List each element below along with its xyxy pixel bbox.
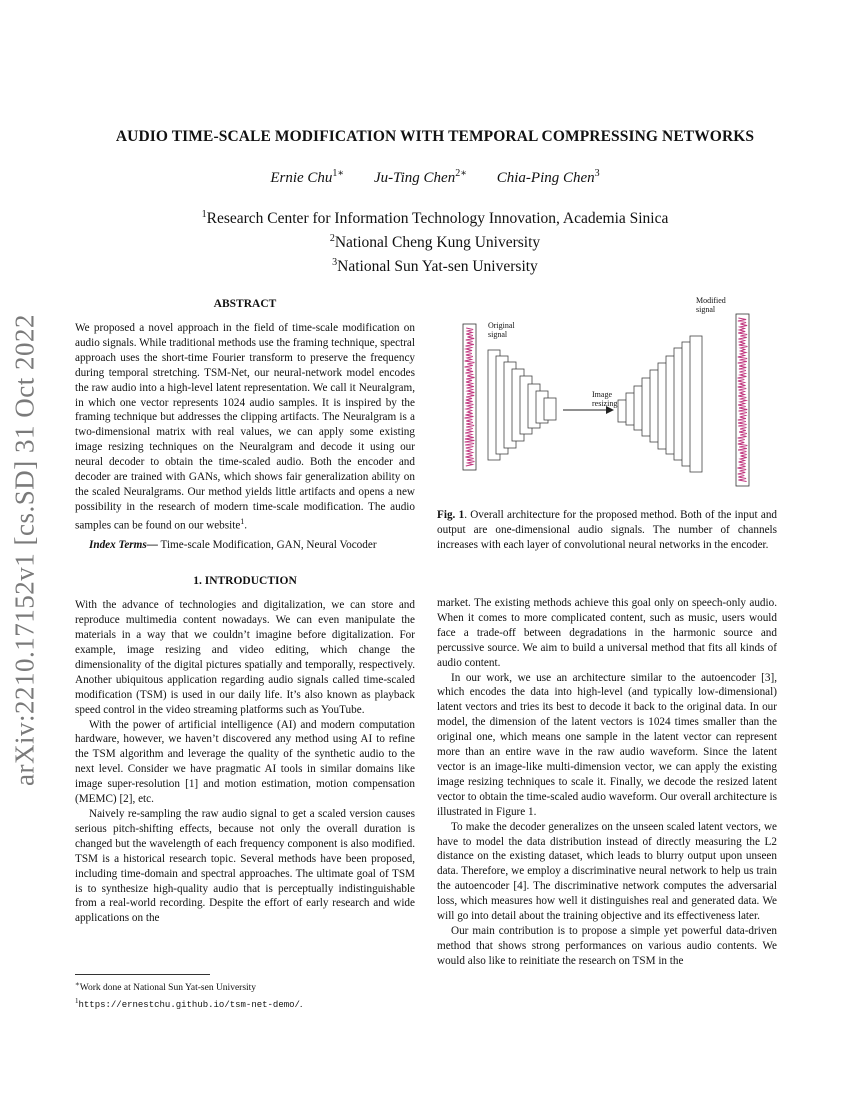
label-resizing-1: Image	[592, 390, 612, 399]
intro-paragraph-4: market. The existing methods achieve this goal only on speech-only audio. When it comes to more complicated content, such as music, users would face a trade-off between degradations in the harmonic source and percussive source. We aim to build a universal method that fits all kinds of audio content.	[437, 597, 777, 669]
footnotes	[75, 974, 415, 1012]
affiliation-2: $^2$National Cheng Kung University	[329, 233, 541, 252]
footnote-2: $^1$https://ernestchu.github.io/tsm-net-demo/.	[75, 997, 303, 1011]
index-terms: Index Terms— Time-scale Modification, GAN, Neural Vocoder	[89, 539, 377, 552]
arxiv-identifier: arXiv:2210.17152v1 [cs.SD] 31 Oct 2022	[9, 314, 40, 786]
author-1: Ernie Chu$^{1∗}$	[270, 168, 345, 186]
architecture-figure	[440, 290, 780, 490]
label-resizing-2: resizing	[592, 399, 618, 408]
encoder-layer-last	[544, 398, 556, 420]
label-modified-1: Modified	[696, 296, 726, 305]
website-link[interactable]: https://ernestchu.github.io/tsm-net-demo/	[78, 1000, 300, 1011]
label-original-2: signal	[488, 330, 508, 339]
affiliation-1: $^1$Research Center for Information Technology Innovation, Academia Sinica	[201, 209, 669, 228]
intro-paragraph-2: With the power of artificial intelligence (AI) and modern computation hardware, however, we haven’t discovered any method using AI to refine the TSM algorithm and leverage the quality of the synthetic audio to the next level. Consider we have pragmatic AI tools in similar domains like image super-resolution [1] and motion estimation, motion compensation (MEMC) [2], etc.	[75, 718, 415, 806]
intro-paragraph-7: Our main contribution is to propose a simple yet powerful data-driven method that shows strong performances on various audio contents. We would also like to reinitiate the research on TSM in the	[437, 924, 777, 967]
author-2: Ju-Ting Chen$^{2∗}$	[373, 168, 467, 186]
author-list	[60, 168, 810, 187]
footnote-rule	[75, 974, 210, 975]
original-signal-box	[463, 324, 476, 470]
figure-caption: Fig. 1. Overall architecture for the proposed method. Both of the input and output are one-dimensional audio signals. The number of channels increases with each layer of convolutional neural networks in the encoder.	[437, 509, 778, 551]
affiliation-list	[60, 205, 810, 277]
paper-title: AUDIO TIME-SCALE MODIFICATION WITH TEMPORAL COMPRESSING NETWORKS	[115, 128, 755, 145]
architecture-diagram	[440, 290, 780, 490]
author-3: Chia-Ping Chen$^3$	[496, 168, 600, 186]
intro-paragraph-5: In our work, we use an architecture similar to the autoencoder [3], which encodes the data into high-level (and typically low-dimensional) latent vectors and tries its best to decode it back to the original data. In our model, the dimension of the latent vectors is 1024 times smaller than the original one, which means one sample in the latent vector can represent more than an entire wave in the raw audio waveform. Since the latent vector is an image-like multi-dimension vector, we can apply the existing image resizing techniques to scale it. Finally, we decode the resized latent vector to obtain the time-scaled audio waveform. Our overall architecture is illustrated in Figure 1.	[437, 671, 777, 818]
footnote-1: ∗Work done at National Sun Yat-sen University	[75, 980, 257, 994]
decoder-layer-last	[690, 336, 702, 472]
right-column	[437, 596, 777, 969]
intro-paragraph-1: With the advance of technologies and digitalization, we can store and reproduce multimedia content nowadays. We can even manipulate the materials in a way that we couldn’t imagine before digitalization. For example, image resizing and video editing, which change the dimensionality of the digital pictures spatially and temporally, respectively. Another ubiquitous application regarding audio signals called time-scaled modification (TSM) is used in our daily life. It’s also known as playback speed control in the video streaming platforms such as YouTube.	[75, 599, 415, 716]
label-modified-2: signal	[696, 305, 716, 314]
encoder-layers	[488, 350, 556, 460]
label-original-1: Original	[488, 321, 515, 330]
decoder-layers	[618, 336, 702, 472]
abstract-heading: ABSTRACT	[213, 298, 277, 310]
arxiv-sidebar	[0, 290, 50, 810]
intro-paragraph-3: Naively re-sampling the raw audio signal to get a scaled version causes serious pitch-shifting effects, because not only the overall duration is changed but the wavelength of each frequency component is also modified. TSM is a historical research topic. Several methods have been proposed, including time-domain and spectral approaches. The ultimate goal of TSM is to synthesize high-quality audio that is perceptually indistinguishable from a real-world recording. Despite the effort of early research and wide applications on the	[75, 808, 415, 925]
intro-paragraph-6: To make the decoder generalizes on the unseen scaled latent vectors, we have to model the data distribution instead of directly measuring the L2 distance on the existing dataset, which leads to blurry output upon unseen data. Therefore, we employ a discriminative neural network to help us train the autoencoder [4]. The discriminative network computes the adversarial loss, which measures how well it distinguishes real and generated data. We will go into detail about the training objective and its effectiveness later.	[437, 820, 777, 923]
abstract-text: We proposed a novel approach in the field of time-scale modification on audio signals. While traditional methods use the framing technique, spectral approach uses the short-time Fourier transform to preserve the frequency during temporal stretching. TSM-Net, our neural-network model encodes the raw audio into a high-level latent representation. We call it Neuralgram, in which one vector represents 1024 audio samples. It is inspired by the framing technique but addresses the clipping artifacts. The Neuralgram is a two-dimensional matrix with real values, we can apply some existing image resizing techniques on the Neuralgram and decode it using our neural decoder to obtain the time-scaled audio. Both the encoder and decoder are trained with GANs, which shows fair generalization ability on the scaled Neuralgrams. Our method yields little artifacts and opens a new possibility in the research of modern time-scale modification. The audio samples can be found on our website$^1$.	[75, 322, 415, 532]
left-column	[75, 298, 415, 926]
introduction-heading: 1. INTRODUCTION	[193, 575, 297, 588]
affiliation-3: $^3$National Sun Yat-sen University	[332, 257, 538, 276]
